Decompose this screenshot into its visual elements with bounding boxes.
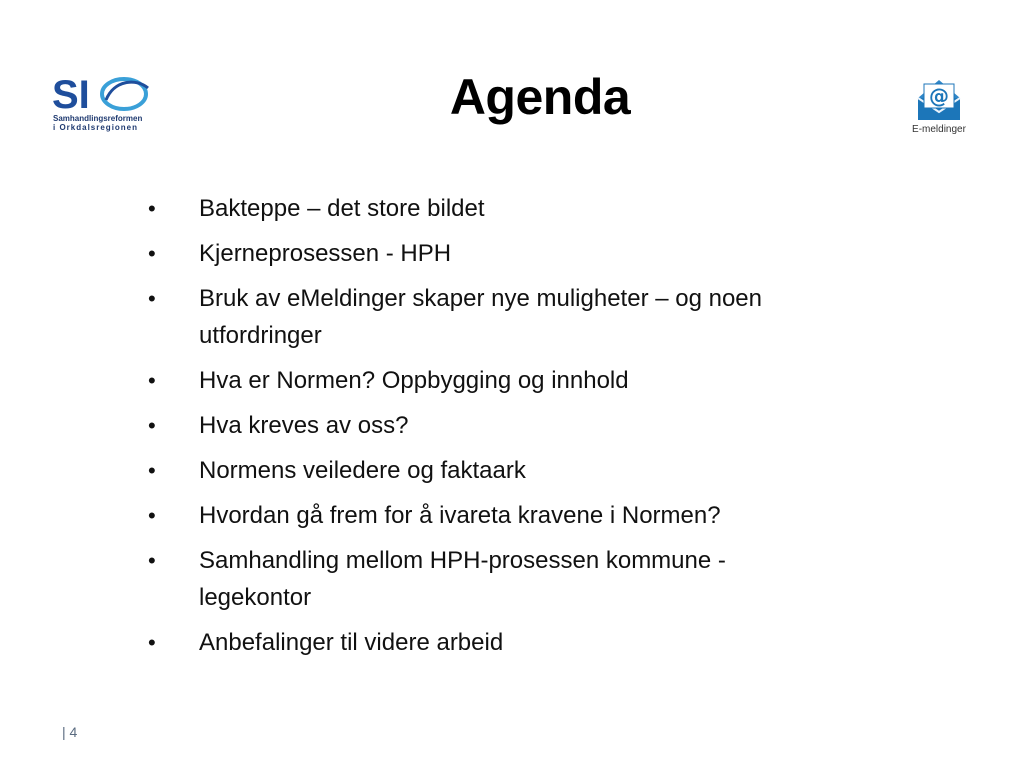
agenda-item-text: Bruk av eMeldinger skaper nye muligheter – og noen utfordringer xyxy=(199,285,762,349)
agenda-list xyxy=(146,190,836,669)
agenda-item-text: Hvordan gå frem for å ivareta kravene i Normen? xyxy=(199,502,721,529)
agenda-item-text: Kjerneprosessen - HPH xyxy=(199,240,452,267)
slide-title: Agenda xyxy=(449,69,631,125)
bullet-icon: • xyxy=(148,413,156,438)
agenda-item xyxy=(146,452,836,489)
bullet-icon: • xyxy=(148,503,156,528)
agenda-item-text: Normens veiledere og faktaark xyxy=(199,457,526,484)
agenda-item-text: Samhandling mellom HPH-prosessen kommune - legekontor xyxy=(199,547,726,611)
bullet-icon: • xyxy=(148,548,156,573)
agenda-item xyxy=(146,280,836,354)
agenda-item xyxy=(146,190,836,227)
sio-logo-letters: SI xyxy=(52,73,90,117)
agenda-item-text: Hva er Normen? Oppbygging og innhold xyxy=(199,367,629,394)
agenda-item xyxy=(146,235,836,272)
bullet-icon: • xyxy=(148,630,156,655)
page-number: | 4 xyxy=(62,724,78,740)
e-meldinger-logo xyxy=(906,72,972,136)
agenda-item-text: Anbefalinger til videre arbeid xyxy=(199,629,504,656)
sio-logo-tagline-1: Samhandlingsreformen xyxy=(53,114,143,123)
svg-text:@: @ xyxy=(929,84,949,108)
agenda-item xyxy=(146,362,836,399)
e-meldinger-caption: E-meldinger xyxy=(912,124,966,135)
bullet-icon: • xyxy=(148,196,156,221)
agenda-item xyxy=(146,542,836,616)
agenda-item xyxy=(146,497,836,534)
bullet-icon: • xyxy=(148,458,156,483)
bullet-icon: • xyxy=(148,286,156,311)
bullet-icon: • xyxy=(148,368,156,393)
bullet-icon: • xyxy=(148,241,156,266)
agenda-item-text: Bakteppe – det store bildet xyxy=(199,195,485,222)
agenda-item-text: Hva kreves av oss? xyxy=(199,412,409,439)
agenda-item xyxy=(146,624,836,661)
email-at-icon xyxy=(906,72,972,136)
sio-logo-tagline-2: i Orkdalsregionen xyxy=(53,123,139,132)
agenda-item xyxy=(146,407,836,444)
